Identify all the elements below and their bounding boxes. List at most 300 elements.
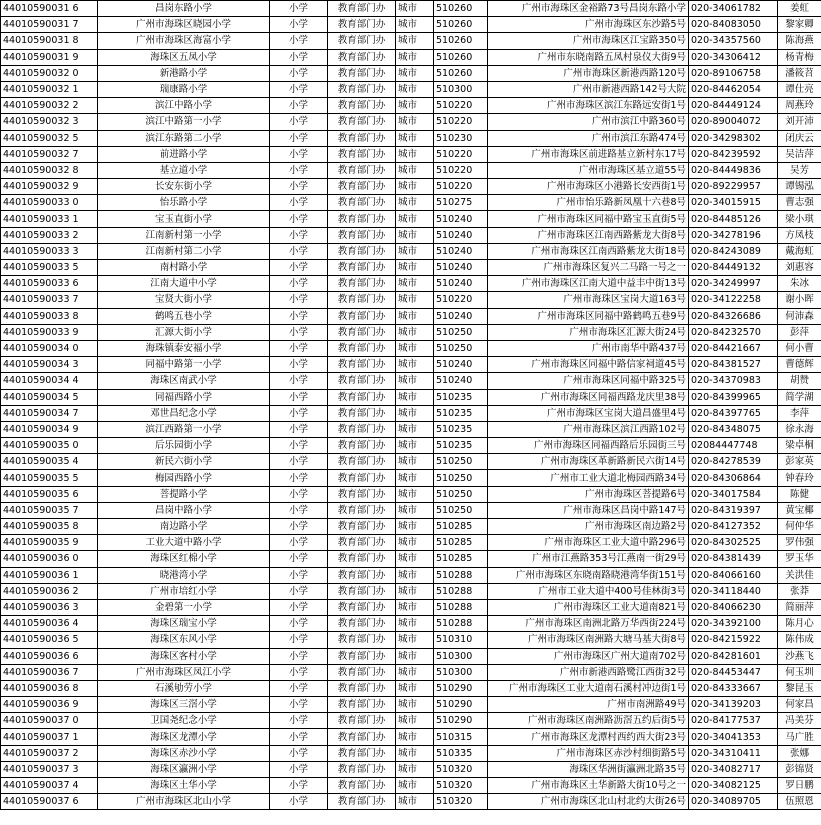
table-row: [1, 195, 821, 211]
postal-code-cell: 510288: [434, 583, 488, 599]
school-name-cell: 海珠区赤沙小学: [98, 745, 270, 761]
table-row: [1, 308, 821, 324]
school-name-cell: 南村路小学: [98, 260, 270, 276]
postal-code-cell: 510290: [434, 713, 488, 729]
table-row: [1, 648, 821, 664]
contact-name-cell: 姜虹: [778, 1, 821, 17]
school-level-cell: 小学: [270, 389, 328, 405]
area-type-cell: 城市: [396, 146, 434, 162]
postal-code-cell: 510220: [434, 146, 488, 162]
school-name-cell: 江南新村第二小学: [98, 243, 270, 259]
school-type-cell: 教育部门办: [328, 195, 396, 211]
table-row: [1, 794, 821, 810]
school-type-cell: 教育部门办: [328, 162, 396, 178]
school-code-cell: 44010590034 3: [1, 357, 98, 373]
school-type-cell: 教育部门办: [328, 470, 396, 486]
school-code-cell: 44010590036 5: [1, 632, 98, 648]
school-type-cell: 教育部门办: [328, 729, 396, 745]
contact-name-cell: 马广胜: [778, 729, 821, 745]
school-code-cell: 44010590036 3: [1, 599, 98, 615]
postal-code-cell: 510315: [434, 729, 488, 745]
area-type-cell: 城市: [396, 664, 434, 680]
phone-cell: 020-84232570: [689, 324, 778, 340]
area-type-cell: 城市: [396, 98, 434, 114]
area-type-cell: 城市: [396, 389, 434, 405]
postal-code-cell: 510220: [434, 292, 488, 308]
school-name-cell: 滨江中路第一小学: [98, 114, 270, 130]
school-level-cell: 小学: [270, 324, 328, 340]
phone-cell: 020-34015915: [689, 195, 778, 211]
table-row: [1, 49, 821, 65]
phone-cell: 020-84348075: [689, 421, 778, 437]
postal-code-cell: 510235: [434, 438, 488, 454]
table-row: [1, 438, 821, 454]
area-type-cell: 城市: [396, 114, 434, 130]
school-level-cell: 小学: [270, 81, 328, 97]
area-type-cell: 城市: [396, 470, 434, 486]
school-code-cell: 44010590034 9: [1, 421, 98, 437]
phone-cell: 020-84302525: [689, 535, 778, 551]
school-level-cell: 小学: [270, 535, 328, 551]
school-name-cell: 后乐园街小学: [98, 438, 270, 454]
school-level-cell: 小学: [270, 616, 328, 632]
phone-cell: 020-84449132: [689, 260, 778, 276]
school-code-cell: 44010590031 8: [1, 33, 98, 49]
contact-name-cell: 罗玉华: [778, 551, 821, 567]
postal-code-cell: 510260: [434, 65, 488, 81]
address-cell: 广州市海珠区宝岗大道昌盛里4号: [488, 405, 689, 421]
school-name-cell: 邓世昌纪念小学: [98, 405, 270, 421]
school-type-cell: 教育部门办: [328, 276, 396, 292]
school-code-cell: 44010590033 8: [1, 308, 98, 324]
school-type-cell: 教育部门办: [328, 421, 396, 437]
school-name-cell: 前进路小学: [98, 146, 270, 162]
phone-cell: 020-84215922: [689, 632, 778, 648]
school-name-cell: 石溪劬劳小学: [98, 680, 270, 696]
phone-cell: 020-34139203: [689, 697, 778, 713]
table-row: [1, 340, 821, 356]
school-name-cell: 广州市海珠区北山小学: [98, 794, 270, 810]
school-level-cell: 小学: [270, 405, 328, 421]
contact-name-cell: 刘开沛: [778, 114, 821, 130]
address-cell: 广州市海珠区同福西路后乐园街三号: [488, 438, 689, 454]
postal-code-cell: 510250: [434, 470, 488, 486]
phone-cell: 020-84306864: [689, 470, 778, 486]
school-name-cell: 同福西路小学: [98, 389, 270, 405]
phone-cell: 020-34082125: [689, 778, 778, 794]
contact-name-cell: 胡赞: [778, 373, 821, 389]
school-type-cell: 教育部门办: [328, 454, 396, 470]
area-type-cell: 城市: [396, 373, 434, 389]
area-type-cell: 城市: [396, 227, 434, 243]
school-code-cell: 44010590035 6: [1, 486, 98, 502]
school-level-cell: 小学: [270, 98, 328, 114]
address-cell: 广州市海珠区同福中路信家祠道45号: [488, 357, 689, 373]
school-name-cell: 江南新村第一小学: [98, 227, 270, 243]
phone-cell: 020-34041353: [689, 729, 778, 745]
postal-code-cell: 510235: [434, 389, 488, 405]
contact-name-cell: 简学湖: [778, 389, 821, 405]
school-level-cell: 小学: [270, 519, 328, 535]
school-type-cell: 教育部门办: [328, 340, 396, 356]
address-cell: 广州市海珠区基立道55号: [488, 162, 689, 178]
school-name-cell: 怡乐路小学: [98, 195, 270, 211]
school-code-cell: 44010590034 0: [1, 340, 98, 356]
school-level-cell: 小学: [270, 421, 328, 437]
area-type-cell: 城市: [396, 405, 434, 421]
school-name-cell: 梅园西路小学: [98, 470, 270, 486]
school-code-cell: 44010590031 6: [1, 1, 98, 17]
address-cell: 广州市海珠区金裕路73号昌岗东路小学: [488, 1, 689, 17]
table-row: [1, 486, 821, 502]
school-level-cell: 小学: [270, 33, 328, 49]
contact-name-cell: 何家昌: [778, 697, 821, 713]
school-name-cell: 宝贤大街小学: [98, 292, 270, 308]
school-type-cell: 教育部门办: [328, 632, 396, 648]
school-level-cell: 小学: [270, 664, 328, 680]
address-cell: 广州市海珠区赤沙村细街路5号: [488, 745, 689, 761]
school-type-cell: 教育部门办: [328, 502, 396, 518]
table-row: [1, 713, 821, 729]
table-row: [1, 65, 821, 81]
school-level-cell: 小学: [270, 697, 328, 713]
contact-name-cell: 谭锡泓: [778, 179, 821, 195]
phone-cell: 020-84177537: [689, 713, 778, 729]
school-code-cell: 44010590036 2: [1, 583, 98, 599]
table-row: [1, 276, 821, 292]
school-code-cell: 44010590037 2: [1, 745, 98, 761]
postal-code-cell: 510250: [434, 454, 488, 470]
school-level-cell: 小学: [270, 373, 328, 389]
school-type-cell: 教育部门办: [328, 260, 396, 276]
school-code-cell: 44010590036 4: [1, 616, 98, 632]
school-type-cell: 教育部门办: [328, 794, 396, 810]
contact-name-cell: 黎家卿: [778, 17, 821, 33]
postal-code-cell: 510250: [434, 502, 488, 518]
address-cell: 广州市新港西路142号大院: [488, 81, 689, 97]
contact-name-cell: 潘筱苕: [778, 65, 821, 81]
school-name-cell: 卫国尧纪念小学: [98, 713, 270, 729]
school-level-cell: 小学: [270, 243, 328, 259]
table-row: [1, 405, 821, 421]
table-row: [1, 162, 821, 178]
school-name-cell: 长安东街小学: [98, 179, 270, 195]
school-level-cell: 小学: [270, 162, 328, 178]
school-code-cell: 44010590036 6: [1, 648, 98, 664]
area-type-cell: 城市: [396, 276, 434, 292]
table-row: [1, 146, 821, 162]
school-name-cell: 菩提路小学: [98, 486, 270, 502]
school-name-cell: 广州市海珠区凤江小学: [98, 664, 270, 680]
contact-name-cell: 钟春玲: [778, 470, 821, 486]
school-level-cell: 小学: [270, 502, 328, 518]
school-level-cell: 小学: [270, 276, 328, 292]
area-type-cell: 城市: [396, 535, 434, 551]
postal-code-cell: 510285: [434, 551, 488, 567]
school-code-cell: 44010590032 3: [1, 114, 98, 130]
school-name-cell: 海珠区客村小学: [98, 648, 270, 664]
contact-name-cell: 杨青梅: [778, 49, 821, 65]
phone-cell: 020-84243089: [689, 243, 778, 259]
postal-code-cell: 510220: [434, 114, 488, 130]
table-row: [1, 292, 821, 308]
school-name-cell: 广州市培红小学: [98, 583, 270, 599]
area-type-cell: 城市: [396, 211, 434, 227]
phone-cell: 020-84066230: [689, 599, 778, 615]
school-name-cell: 滨江西路第一小学: [98, 421, 270, 437]
area-type-cell: 城市: [396, 1, 434, 17]
school-type-cell: 教育部门办: [328, 697, 396, 713]
school-name-cell: 海珠区红棉小学: [98, 551, 270, 567]
contact-name-cell: 曹志强: [778, 195, 821, 211]
school-code-cell: 44010590035 7: [1, 502, 98, 518]
postal-code-cell: 510240: [434, 260, 488, 276]
phone-cell: 020-34370983: [689, 373, 778, 389]
school-name-cell: 海珠区瑞宝小学: [98, 616, 270, 632]
phone-cell: 020-84278539: [689, 454, 778, 470]
postal-code-cell: 510300: [434, 81, 488, 97]
address-cell: 广州市海珠区同福西路龙庆里38号: [488, 389, 689, 405]
table-row: [1, 680, 821, 696]
phone-cell: 02084447748: [689, 438, 778, 454]
area-type-cell: 城市: [396, 357, 434, 373]
school-code-cell: 44010590032 0: [1, 65, 98, 81]
school-type-cell: 教育部门办: [328, 243, 396, 259]
address-cell: 广州市海珠区广州大道南702号: [488, 648, 689, 664]
school-code-cell: 44010590036 7: [1, 664, 98, 680]
phone-cell: 020-84239592: [689, 146, 778, 162]
postal-code-cell: 510288: [434, 616, 488, 632]
table-row: [1, 551, 821, 567]
school-type-cell: 教育部门办: [328, 324, 396, 340]
address-cell: 广州市滨江东路474号: [488, 130, 689, 146]
table-row: [1, 745, 821, 761]
address-cell: 广州市海珠区昌岗中路147号: [488, 502, 689, 518]
contact-name-cell: 方凤枝: [778, 227, 821, 243]
phone-cell: 020-84333667: [689, 680, 778, 696]
area-type-cell: 城市: [396, 260, 434, 276]
area-type-cell: 城市: [396, 502, 434, 518]
area-type-cell: 城市: [396, 454, 434, 470]
school-name-cell: 滨江中路小学: [98, 98, 270, 114]
address-cell: 广州市海珠区同福中路宝玉直街5号: [488, 211, 689, 227]
area-type-cell: 城市: [396, 648, 434, 664]
area-type-cell: 城市: [396, 179, 434, 195]
contact-name-cell: 吴芳: [778, 162, 821, 178]
phone-cell: 020-84397765: [689, 405, 778, 421]
school-name-cell: 昌岗东路小学: [98, 1, 270, 17]
school-code-cell: 44010590034 7: [1, 405, 98, 421]
school-type-cell: 教育部门办: [328, 179, 396, 195]
school-code-cell: 44010590033 5: [1, 260, 98, 276]
postal-code-cell: 510230: [434, 130, 488, 146]
school-level-cell: 小学: [270, 17, 328, 33]
school-type-cell: 教育部门办: [328, 389, 396, 405]
school-level-cell: 小学: [270, 778, 328, 794]
area-type-cell: 城市: [396, 778, 434, 794]
school-name-cell: 广州市海珠区晓园小学: [98, 17, 270, 33]
contact-name-cell: 何小曹: [778, 340, 821, 356]
table-row: [1, 729, 821, 745]
table-row: [1, 1, 821, 17]
contact-name-cell: 关洪佳: [778, 567, 821, 583]
school-code-cell: 44010590035 4: [1, 454, 98, 470]
contact-name-cell: 冯美芬: [778, 713, 821, 729]
address-cell: 海珠区华洲街瀛洲北路35号: [488, 761, 689, 777]
table-row: [1, 697, 821, 713]
contact-name-cell: 曹德辉: [778, 357, 821, 373]
table-row: [1, 114, 821, 130]
school-code-cell: 44010590033 1: [1, 211, 98, 227]
address-cell: 广州市江燕路353号江燕南一街29号: [488, 551, 689, 567]
school-level-cell: 小学: [270, 794, 328, 810]
phone-cell: 020-89229957: [689, 179, 778, 195]
phone-cell: 020-84453447: [689, 664, 778, 680]
postal-code-cell: 510288: [434, 599, 488, 615]
address-cell: 广州市海珠区新港西路120号: [488, 65, 689, 81]
phone-cell: 020-84066160: [689, 567, 778, 583]
postal-code-cell: 510300: [434, 648, 488, 664]
contact-name-cell: 朱冰: [778, 276, 821, 292]
contact-name-cell: 彭锦贤: [778, 761, 821, 777]
contact-name-cell: 闭庆云: [778, 130, 821, 146]
school-type-cell: 教育部门办: [328, 664, 396, 680]
contact-name-cell: 陈伟成: [778, 632, 821, 648]
postal-code-cell: 510250: [434, 486, 488, 502]
contact-name-cell: 黄宝椰: [778, 502, 821, 518]
school-level-cell: 小学: [270, 65, 328, 81]
address-cell: 广州市工业大道中400号佳林街3号: [488, 583, 689, 599]
school-type-cell: 教育部门办: [328, 211, 396, 227]
contact-name-cell: 沙燕飞: [778, 648, 821, 664]
address-cell: 广州市南洲路49号: [488, 697, 689, 713]
address-cell: 广州市海珠区江南大道中益丰中街13号: [488, 276, 689, 292]
postal-code-cell: 510260: [434, 33, 488, 49]
school-type-cell: 教育部门办: [328, 713, 396, 729]
school-level-cell: 小学: [270, 648, 328, 664]
phone-cell: 020-34089705: [689, 794, 778, 810]
table-row: [1, 211, 821, 227]
school-type-cell: 教育部门办: [328, 486, 396, 502]
table-row: [1, 357, 821, 373]
phone-cell: 020-34249997: [689, 276, 778, 292]
area-type-cell: 城市: [396, 616, 434, 632]
phone-cell: 020-84399965: [689, 389, 778, 405]
postal-code-cell: 510240: [434, 276, 488, 292]
postal-code-cell: 510240: [434, 373, 488, 389]
school-type-cell: 教育部门办: [328, 146, 396, 162]
contact-name-cell: 彭家英: [778, 454, 821, 470]
postal-code-cell: 510220: [434, 98, 488, 114]
school-code-cell: 44010590037 1: [1, 729, 98, 745]
contact-name-cell: 梁小琪: [778, 211, 821, 227]
school-level-cell: 小学: [270, 340, 328, 356]
contact-name-cell: 何仲华: [778, 519, 821, 535]
school-code-cell: 44010590032 5: [1, 130, 98, 146]
school-level-cell: 小学: [270, 211, 328, 227]
address-cell: 广州市海珠区东沙路5号: [488, 17, 689, 33]
postal-code-cell: 510260: [434, 17, 488, 33]
area-type-cell: 城市: [396, 292, 434, 308]
table-row: [1, 454, 821, 470]
school-type-cell: 教育部门办: [328, 680, 396, 696]
address-cell: 广州市海珠区江南西路紫龙大街8号: [488, 227, 689, 243]
address-cell: 广州市怡乐路新凤凰十六巷8号: [488, 195, 689, 211]
phone-cell: 020-34392100: [689, 616, 778, 632]
school-level-cell: 小学: [270, 146, 328, 162]
school-type-cell: 教育部门办: [328, 761, 396, 777]
school-level-cell: 小学: [270, 713, 328, 729]
table-row: [1, 567, 821, 583]
school-code-cell: 44010590033 6: [1, 276, 98, 292]
school-type-cell: 教育部门办: [328, 745, 396, 761]
school-type-cell: 教育部门办: [328, 616, 396, 632]
school-code-cell: 44010590035 0: [1, 438, 98, 454]
table-row: [1, 502, 821, 518]
table-row: [1, 632, 821, 648]
phone-cell: 020-84449836: [689, 162, 778, 178]
school-name-cell: 海珠区土华小学: [98, 778, 270, 794]
postal-code-cell: 510240: [434, 243, 488, 259]
school-name-cell: 海珠区龙潭小学: [98, 729, 270, 745]
phone-cell: 020-34082717: [689, 761, 778, 777]
school-level-cell: 小学: [270, 49, 328, 65]
address-cell: 广州市海珠区滨江西路102号: [488, 421, 689, 437]
school-code-cell: 44010590032 7: [1, 146, 98, 162]
address-cell: 广州市东晓南路五凤村泉仪大街9号: [488, 49, 689, 65]
contact-name-cell: 张娜: [778, 745, 821, 761]
phone-cell: 020-84485126: [689, 211, 778, 227]
area-type-cell: 城市: [396, 697, 434, 713]
school-type-cell: 教育部门办: [328, 405, 396, 421]
address-cell: 广州市海珠区南边路2号: [488, 519, 689, 535]
postal-code-cell: 510260: [434, 49, 488, 65]
phone-cell: 020-34306412: [689, 49, 778, 65]
postal-code-cell: 510285: [434, 519, 488, 535]
contact-name-cell: 梁卓桐: [778, 438, 821, 454]
phone-cell: 020-84381439: [689, 551, 778, 567]
phone-cell: 020-84083050: [689, 17, 778, 33]
school-name-cell: 新港路小学: [98, 65, 270, 81]
school-type-cell: 教育部门办: [328, 357, 396, 373]
school-level-cell: 小学: [270, 680, 328, 696]
address-cell: 广州市海珠区北山村北约大街26号: [488, 794, 689, 810]
address-cell: 广州市海珠区革新路新民六街14号: [488, 454, 689, 470]
area-type-cell: 城市: [396, 519, 434, 535]
school-level-cell: 小学: [270, 470, 328, 486]
postal-code-cell: 510290: [434, 697, 488, 713]
address-cell: 广州市海珠区前进路基立新村东17号: [488, 146, 689, 162]
address-cell: 广州市海珠区江宝路350号: [488, 33, 689, 49]
address-cell: 广州市滨江中路360号: [488, 114, 689, 130]
address-cell: 广州市海珠区南洲路沥滘五约后街5号: [488, 713, 689, 729]
school-type-cell: 教育部门办: [328, 98, 396, 114]
table-row: [1, 616, 821, 632]
school-code-cell: 44010590034 5: [1, 389, 98, 405]
school-name-cell: 滨江东路第二小学: [98, 130, 270, 146]
school-code-cell: 44010590036 8: [1, 680, 98, 696]
school-type-cell: 教育部门办: [328, 292, 396, 308]
school-name-cell: 宝玉直街小学: [98, 211, 270, 227]
phone-cell: 020-34118440: [689, 583, 778, 599]
contact-name-cell: 彭萍: [778, 324, 821, 340]
phone-cell: 020-84319397: [689, 502, 778, 518]
contact-name-cell: 谭仕亮: [778, 81, 821, 97]
school-level-cell: 小学: [270, 632, 328, 648]
school-name-cell: 海珠区东风小学: [98, 632, 270, 648]
school-type-cell: 教育部门办: [328, 1, 396, 17]
address-cell: 广州市海珠区汇源大街24号: [488, 324, 689, 340]
